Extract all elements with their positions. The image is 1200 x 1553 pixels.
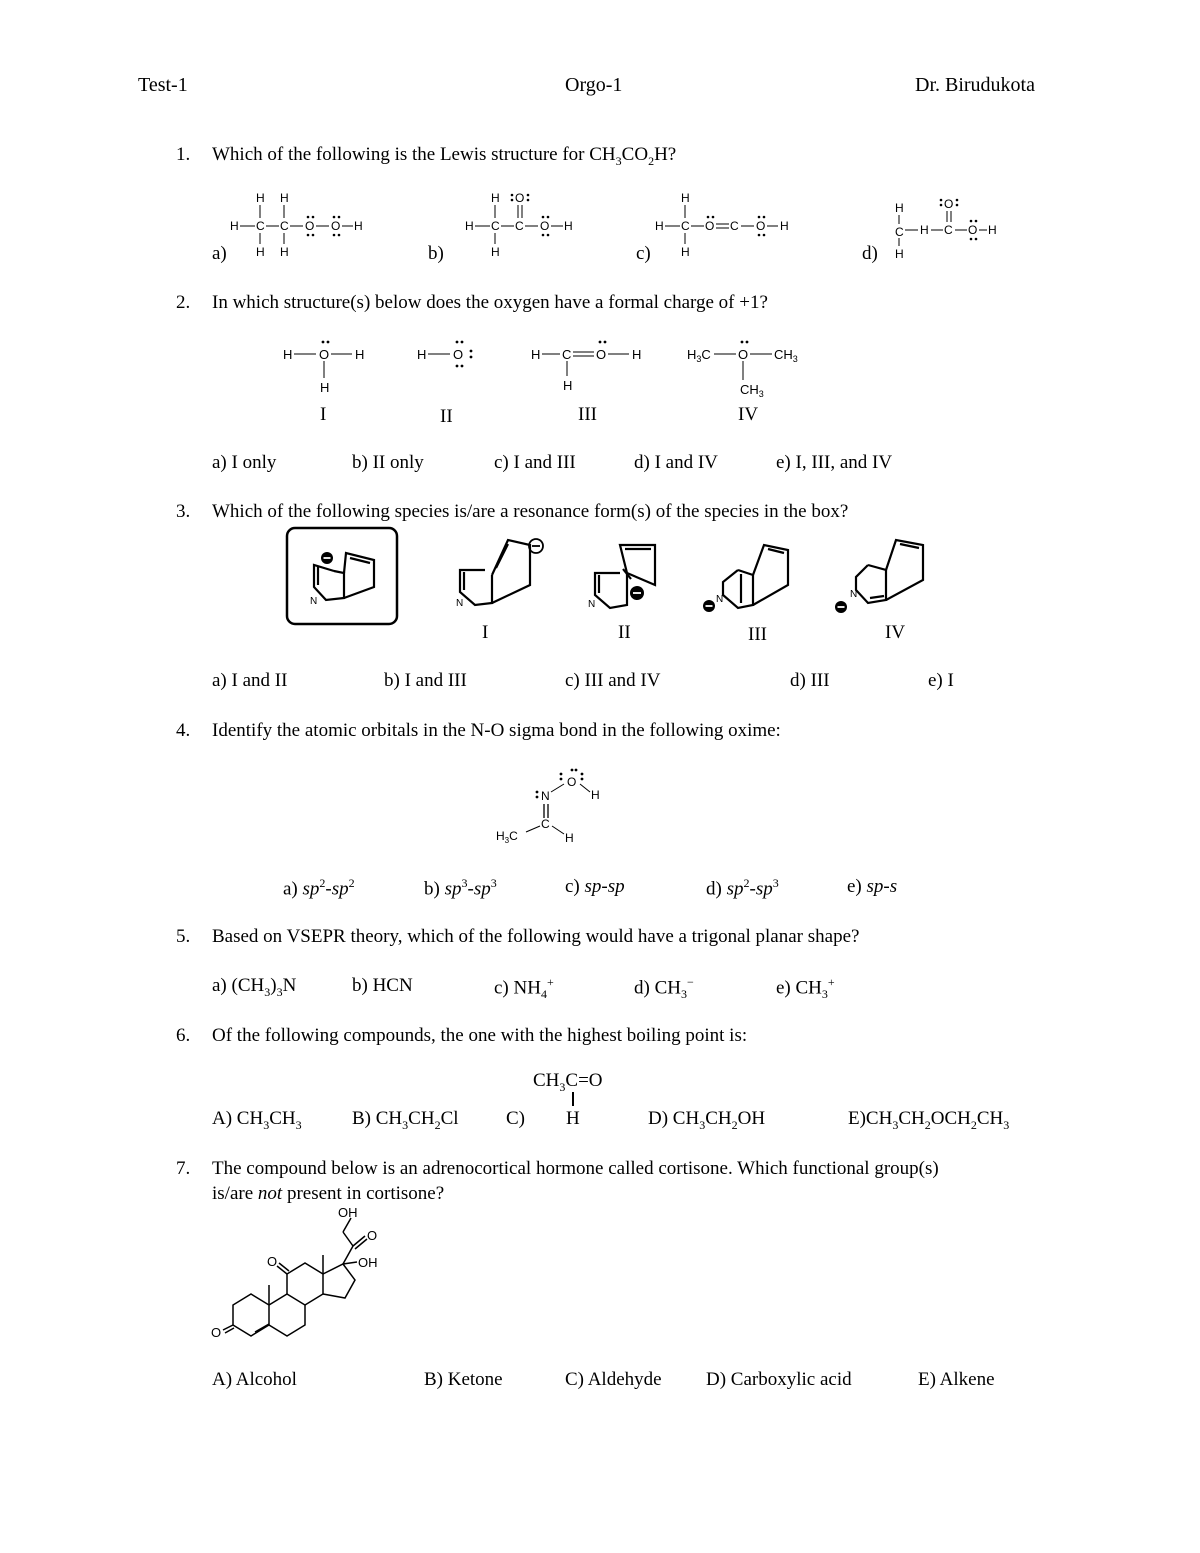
svg-text:OH: OH xyxy=(338,1205,358,1220)
svg-text:CH3: $CH_3$ xyxy=(774,347,798,364)
q6-number: 6. xyxy=(176,1025,191,1046)
header-left: Test-1 xyxy=(138,74,188,96)
svg-text:C: C xyxy=(730,219,739,233)
svg-text:CH3: $CH_3$ xyxy=(740,382,764,399)
q1-label-b: b) xyxy=(428,243,444,264)
q4-text: Identify the atomic orbitals in the N-O sigma bond in the following oxime: xyxy=(212,720,781,741)
q7-option-e[interactable]: E) Alkene xyxy=(918,1369,995,1390)
svg-text:C: C xyxy=(256,219,265,233)
q1-label-c: c) xyxy=(636,243,651,264)
q7-option-b[interactable]: B) Ketone xyxy=(424,1369,503,1390)
svg-text:H: H xyxy=(256,191,265,205)
q5-option-a[interactable]: a) $(CH_3)_3N$ xyxy=(212,975,297,999)
svg-text:H: H xyxy=(920,223,929,237)
svg-text:O: O xyxy=(331,219,341,233)
q7-cortisone-structure xyxy=(205,1200,405,1345)
svg-text:H: H xyxy=(355,347,365,362)
svg-text:O: O xyxy=(319,347,330,362)
q4-option-a[interactable]: a) $sp^2-sp^2$ xyxy=(283,876,355,900)
svg-text:N: N xyxy=(716,594,724,605)
q7-option-d[interactable]: D) Carboxylic acid xyxy=(706,1369,852,1390)
q2-roman-iv: IV xyxy=(738,404,759,425)
svg-text:O: O xyxy=(944,197,954,211)
svg-text:H: H xyxy=(417,347,427,362)
q1-label-d: d) xyxy=(862,243,878,264)
q2-structure-iv xyxy=(682,338,812,404)
q5-option-d[interactable]: d) $CH_3^-$ xyxy=(634,975,694,1002)
svg-text:C: C xyxy=(562,347,572,362)
svg-text:H: H xyxy=(655,219,664,233)
q2-option-b[interactable]: b) II only xyxy=(352,452,424,473)
svg-text:H: H xyxy=(280,191,289,205)
svg-text:H: H xyxy=(564,219,573,233)
svg-text:N: N xyxy=(310,596,318,607)
svg-text:H: H xyxy=(230,219,239,233)
q6-option-e[interactable]: $E)CH_3CH_2OCH_2CH_3$ xyxy=(848,1108,1010,1132)
q7-line2: is/are not present in cortisone? xyxy=(212,1183,445,1204)
svg-text:O: O xyxy=(756,219,766,233)
svg-text:H: H xyxy=(780,219,789,233)
q7-option-a[interactable]: A) Alcohol xyxy=(212,1369,297,1390)
q3-structure-ii xyxy=(585,535,685,615)
header-right: Dr. Birudukota xyxy=(915,74,1035,96)
svg-text:H: H xyxy=(591,788,600,802)
svg-text:N: N xyxy=(588,599,596,610)
svg-text:O: O xyxy=(267,1254,278,1269)
q4-oxime-structure xyxy=(490,762,620,852)
svg-text:O: O xyxy=(596,347,607,362)
q2-option-e[interactable]: e) I, III, and IV xyxy=(776,452,893,473)
svg-text:C: C xyxy=(541,817,550,831)
svg-text:H: H xyxy=(563,378,573,393)
q2-roman-i: I xyxy=(320,404,327,425)
svg-text:H: H xyxy=(280,245,289,259)
svg-text:C: C xyxy=(280,219,289,233)
q7-option-c[interactable]: C) Aldehyde xyxy=(565,1369,662,1390)
q3-roman-ii: II xyxy=(618,622,631,643)
svg-text:H: H xyxy=(895,201,904,215)
q3-roman-iv: IV xyxy=(885,622,906,643)
svg-text:O: O xyxy=(515,191,525,205)
q2-option-a[interactable]: a) I only xyxy=(212,452,277,473)
q2-roman-ii: II xyxy=(440,406,453,427)
svg-text:O: O xyxy=(705,219,715,233)
q3-option-e[interactable]: e) I xyxy=(928,670,954,691)
svg-text:H: H xyxy=(320,380,330,395)
q4-option-d[interactable]: d) $sp^2-sp^3$ xyxy=(706,876,779,900)
q3-option-d[interactable]: d) III xyxy=(790,670,830,691)
header-center: Orgo-1 xyxy=(565,74,623,96)
svg-text:N: N xyxy=(850,589,858,600)
q3-option-b[interactable]: b) I and III xyxy=(384,670,467,691)
q3-structure-iii xyxy=(698,540,808,620)
q2-roman-iii: III xyxy=(578,404,597,425)
q1-structure-a xyxy=(225,188,375,260)
svg-text:C: C xyxy=(491,219,500,233)
q1-label-a: a) xyxy=(212,243,227,264)
svg-text:N: N xyxy=(541,789,550,803)
q3-structure-iv xyxy=(828,535,938,620)
q6-option-c[interactable]: C) xyxy=(506,1108,525,1129)
svg-text:H: H xyxy=(491,191,500,205)
q3-roman-i: I xyxy=(482,622,489,643)
q5-number: 5. xyxy=(176,926,191,947)
q6-option-a[interactable]: A) $CH_3CH_3$ xyxy=(212,1108,302,1132)
q6-option-c-bond xyxy=(572,1092,574,1106)
svg-text:N: N xyxy=(456,598,464,609)
svg-text:H: H xyxy=(283,347,293,362)
svg-text:O: O xyxy=(738,347,749,362)
q2-structure-iii xyxy=(526,338,656,400)
svg-text:H: H xyxy=(354,219,363,233)
q2-option-c[interactable]: c) I and III xyxy=(494,452,576,473)
q3-text: Which of the following species is/are a resonance form(s) of the species in the box? xyxy=(212,501,849,522)
svg-text:O: O xyxy=(540,219,550,233)
q7-line1: The compound below is an adrenocortical hormone called cortisone. Which functional group(s) xyxy=(212,1158,939,1179)
q3-structure-i xyxy=(450,530,560,610)
svg-text:C: C xyxy=(515,219,524,233)
q2-structure-ii xyxy=(412,338,492,378)
svg-text:H3C: $H_3C$ xyxy=(496,829,518,845)
q2-text: In which structure(s) below does the oxygen have a formal charge of +1? xyxy=(212,292,768,313)
svg-text:O: O xyxy=(567,775,577,789)
svg-text:C: C xyxy=(681,219,690,233)
q1-structure-d xyxy=(890,188,1020,260)
q6-text: Of the following compounds, the one with the highest boiling point is: xyxy=(212,1025,748,1046)
q2-number: 2. xyxy=(176,292,191,313)
q6-option-d[interactable]: D) $CH_3CH_2OH$ xyxy=(648,1108,766,1132)
q1-text: Which of the following is the Lewis structure for $CH_3CO_2H$? xyxy=(212,144,677,168)
q3-boxed-structure xyxy=(284,525,400,627)
q3-number: 3. xyxy=(176,501,191,522)
q6-option-b[interactable]: B) $CH_3CH_2Cl$ xyxy=(352,1108,459,1132)
svg-text:C: C xyxy=(944,223,953,237)
svg-text:H: H xyxy=(681,191,690,205)
q4-number: 4. xyxy=(176,720,191,741)
svg-text:C: C xyxy=(895,225,904,239)
svg-text:H: H xyxy=(988,223,997,237)
q3-option-c[interactable]: c) III and IV xyxy=(565,670,661,691)
q5-option-c[interactable]: c) $NH_4^+$ xyxy=(494,975,554,1002)
svg-text:H: H xyxy=(256,245,265,259)
q4-option-b[interactable]: b) $sp^3-sp^3$ xyxy=(424,876,497,900)
q6-option-c-bottom: H xyxy=(566,1108,580,1129)
svg-text:H: H xyxy=(895,247,904,260)
q1-structure-c xyxy=(650,188,800,260)
svg-text:H: H xyxy=(632,347,642,362)
svg-text:O: O xyxy=(211,1325,222,1340)
q3-option-a[interactable]: a) I and II xyxy=(212,670,288,691)
svg-text:O: O xyxy=(305,219,315,233)
q5-option-b[interactable]: b) HCN xyxy=(352,975,413,996)
svg-text:O: O xyxy=(453,347,464,362)
q6-option-c-top: $CH_3C=O$ xyxy=(533,1070,603,1094)
svg-text:H: H xyxy=(465,219,474,233)
svg-text:H: H xyxy=(681,245,690,259)
q3-roman-iii: III xyxy=(748,624,767,645)
q5-option-e[interactable]: e) $CH_3^+$ xyxy=(776,975,835,1002)
q7-number: 7. xyxy=(176,1158,191,1179)
q2-option-d[interactable]: d) I and IV xyxy=(634,452,718,473)
svg-text:H: H xyxy=(531,347,541,362)
q4-option-c[interactable]: c) sp-sp xyxy=(565,876,625,897)
svg-text:OH: OH xyxy=(358,1255,378,1270)
q1-number: 1. xyxy=(176,144,191,165)
q5-text: Based on VSEPR theory, which of the following would have a trigonal planar shape? xyxy=(212,926,860,947)
svg-text:H3C: $H_3C$ xyxy=(687,347,711,364)
svg-text:H: H xyxy=(491,245,500,259)
q1-structure-b xyxy=(460,188,590,260)
svg-text:O: O xyxy=(968,223,978,237)
q4-option-e[interactable]: e) sp-s xyxy=(847,876,898,897)
q2-structure-i xyxy=(278,338,378,400)
svg-text:H: H xyxy=(565,831,574,845)
svg-text:O: O xyxy=(367,1228,378,1243)
